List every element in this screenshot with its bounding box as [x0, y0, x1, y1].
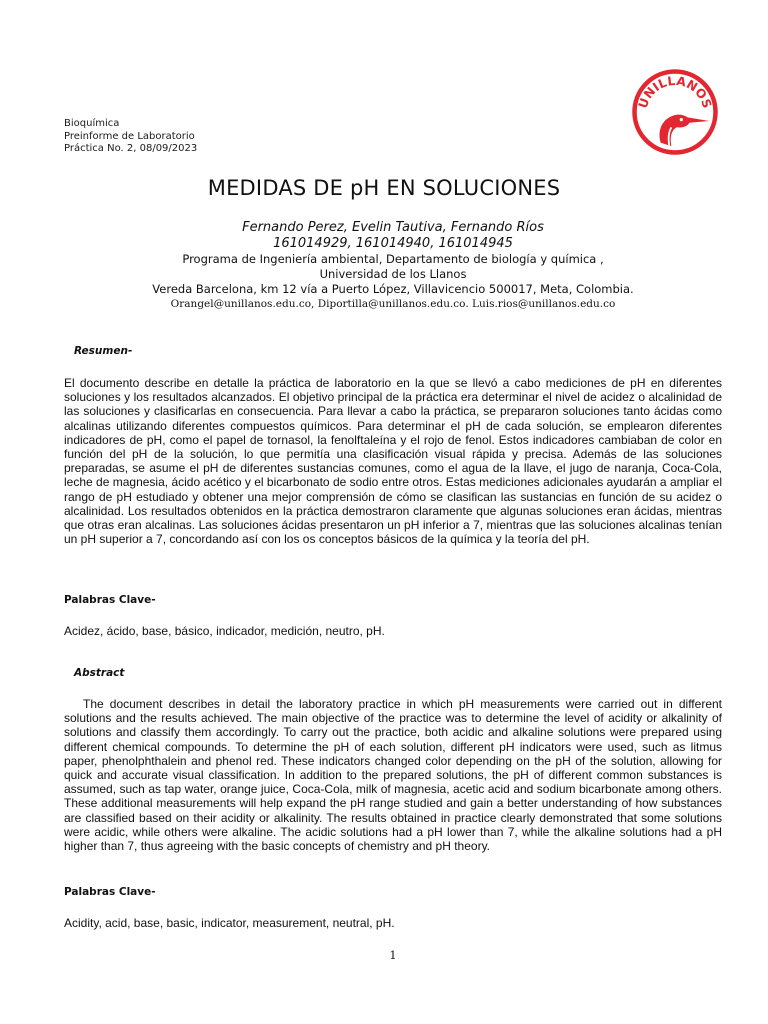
- course-header: [64, 118, 197, 156]
- report-type: Preinforme de Laboratorio: [64, 130, 195, 142]
- unillanos-logo: [630, 66, 720, 158]
- author-ids: 161014929, 161014940, 161014945: [273, 236, 513, 251]
- affiliation-address: Vereda Barcelona, km 12 vía a Puerto López, Villavicencio 500017, Meta, Colombia.: [152, 282, 634, 296]
- palabras-clave-text-es: Acidez, ácido, base, básico, indicador, medición, neutro, pH.: [64, 624, 385, 638]
- resumen-text: El documento describe en detalle la práctica de laboratorio en la que se llevó a cabo mediciones de pH en diferentes soluciones y los resultados alcanzados. El objetivo principal de la práctica era determinar el nivel de acidez o alcalinidad de las soluciones y clasificarlas en consecuencia. Para llevar a cabo la práctica, se prepararon soluciones tanto ácidas como alcalinas utilizando diferentes compuestos químicos. Para determinar el pH de cada solución, se emplearon diferentes indicadores de pH, como el papel de tornasol, la fenolftaleína y el rojo de fenol. Estos indicadores cambiaban de color en función del pH de la solución, lo que permitía una clasificación visual rápida y precisa. Además de las soluciones preparadas, se asume el pH de diferentes sustancias comunes, como el agua de la llave, el jugo de naranja, Coca-Cola, leche de magnesia, ácido acético y el bicarbonato de sodio entre otros. Estas mediciones adicionales ayudarán a ampliar el rango de pH estudiado y obtener una mejor comprensión de cómo se clasifican las sustancias en función de su acidez o alcalinidad. Los resultados obtenidos en la práctica demostraron claramente que algunas soluciones eran ácidas, mientras que otras eran alcalinas. Las soluciones ácidas presentaron un pH inferior a 7, mientras que las soluciones alcalinas tenían un pH superior a 7, concordando así con los os conceptos básicos de la química y la teoría del pH.: [64, 376, 722, 547]
- affiliation-university: Universidad de los Llanos: [319, 267, 467, 281]
- abstract-heading: Abstract: [74, 667, 125, 679]
- page-number: 1: [389, 949, 397, 962]
- course-name: Bioquímica: [64, 118, 120, 129]
- affiliation-program: Programa de Ingeniería ambiental, Departamento de biología y química ,: [182, 252, 604, 266]
- svg-text:UNILLANOS: UNILLANOS: [635, 73, 715, 111]
- paper-title: MEDIDAS DE pH EN SOLUCIONES: [207, 176, 561, 200]
- palabras-clave-text-en: Acidity, acid, base, basic, indicator, measurement, neutral, pH.: [64, 916, 395, 930]
- author-emails: Orangel@unillanos.edu.co, Diportilla@unillanos.edu.co. Luis.rios@unillanos.edu.co: [170, 298, 616, 310]
- palabras-clave-heading-es: Palabras Clave-: [64, 594, 156, 606]
- author-names: Fernando Perez, Evelin Tautiva, Fernando Ríos: [242, 220, 544, 235]
- resumen-heading: Resumen-: [74, 345, 133, 357]
- palabras-clave-heading-en: Palabras Clave-: [64, 886, 156, 898]
- authors-block: [0, 220, 768, 312]
- practice-number-date: Práctica No. 2, 08/09/2023: [64, 143, 198, 154]
- abstract-text: The document describes in detail the laboratory practice in which pH measurements were carried out in different solutions and the results achieved. The main objective of the practice was to determine the level of acidity or alkalinity of solutions and classify them accordingly. To carry out the practice, both acidic and alkaline solutions were prepared using different chemical compounds. To determine the pH of each solution, different pH indicators were used, such as litmus paper, phenolphthalein and phenol red. These indicators changed color depending on the pH of the solution, allowing for quick and accurate visual classification. In addition to the prepared solutions, the pH of different common substances is assumed, such as tap water, orange juice, Coca-Cola, milk of magnesia, acetic acid and sodium bicarbonate among others. These additional measurements will help expand the pH range studied and gain a better understanding of how substances are classified based on their acidity or alkalinity. The results obtained in practice clearly demonstrated that some solutions were acidic, while others were alkaline. The acidic solutions had a pH lower than 7, while the alkaline solutions had a pH higher than 7, thus agreeing with the basic concepts of chemistry and pH theory.: [64, 697, 722, 854]
